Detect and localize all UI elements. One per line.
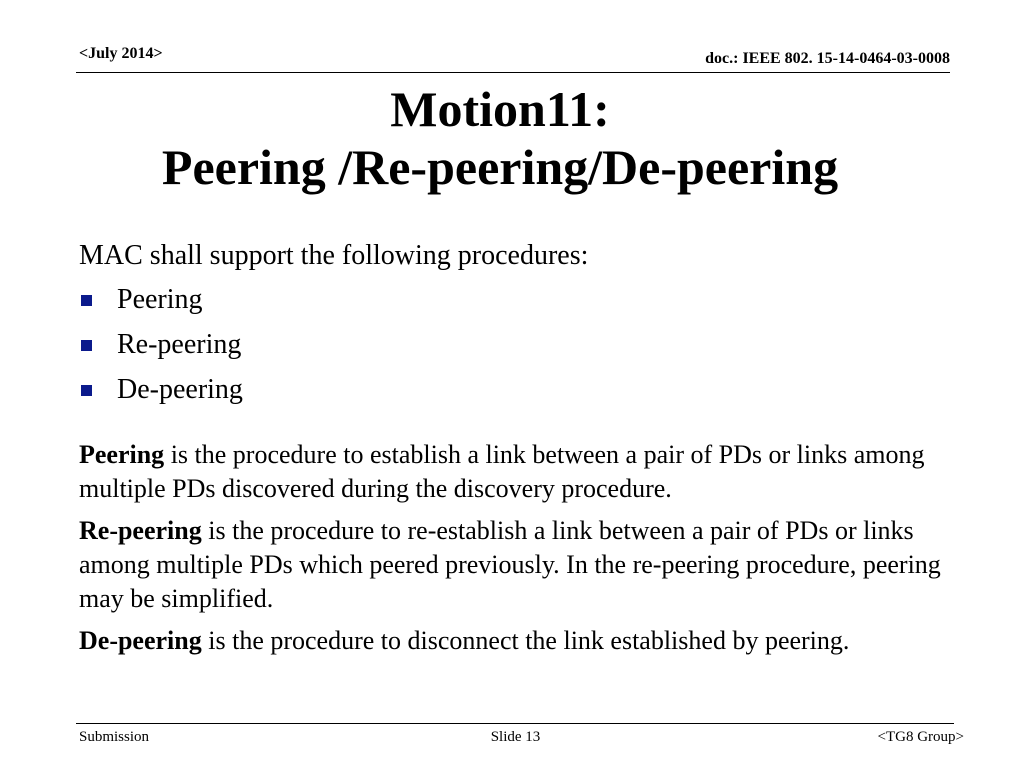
slide-title <box>0 80 1000 196</box>
header-doc-id: doc.: IEEE 802. 15-14-0464-03-0008 <box>705 50 950 67</box>
definitions <box>79 438 959 658</box>
slide-title-line-2: Peering /Re-peering/De-peering <box>161 139 839 195</box>
footer-group: <TG8 Group> <box>877 729 964 745</box>
header-date: <July 2014> <box>79 45 163 62</box>
definition-term: Peering <box>79 440 165 469</box>
definition-term: De-peering <box>79 626 202 655</box>
definition-text: is the procedure to disconnect the link established by peering. <box>201 626 850 655</box>
definition-re-peering <box>79 514 959 616</box>
definition-term: Re-peering <box>79 516 202 545</box>
square-bullet-icon <box>81 340 92 351</box>
definition-text: is the procedure to establish a link between a pair of PDs or links among multiple PDs discovered during the discovery procedure. <box>79 440 925 503</box>
footer-slide-number: Slide 13 <box>490 729 541 745</box>
list-item-label: Re-peering <box>117 329 242 360</box>
list-item <box>79 372 959 408</box>
list-item <box>79 282 959 318</box>
footer-divider <box>76 723 954 724</box>
list-item <box>79 327 959 363</box>
square-bullet-icon <box>81 295 92 306</box>
list-item-label: Peering <box>117 284 203 315</box>
intro-text: MAC shall support the following procedures: <box>79 240 589 271</box>
definition-text: is the procedure to re-establish a link between a pair of PDs or links among multiple PDs which peered previously. In the re-peering procedure, peering may be simplified. <box>79 516 941 613</box>
procedure-list <box>79 282 959 408</box>
footer-submission: Submission <box>79 729 150 745</box>
slide-title-line-1: Motion11: <box>390 81 610 137</box>
definition-de-peering <box>79 624 959 658</box>
slide-body <box>79 238 959 666</box>
list-item-label: De-peering <box>117 374 243 405</box>
square-bullet-icon <box>81 385 92 396</box>
definition-peering <box>79 438 959 506</box>
header-divider <box>76 72 950 73</box>
